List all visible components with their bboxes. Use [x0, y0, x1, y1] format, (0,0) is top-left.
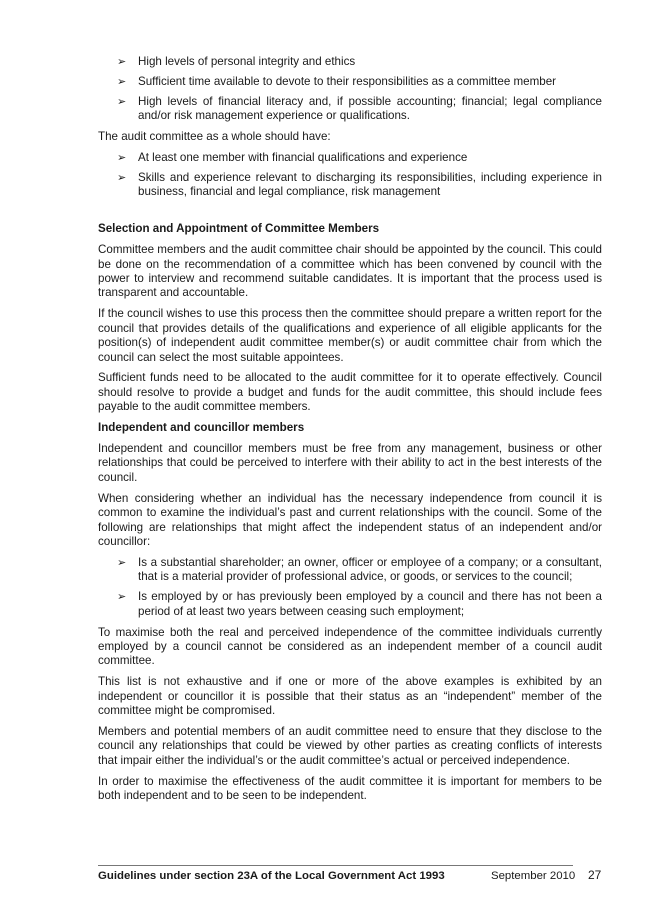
paragraph: Sufficient funds need to be allocated to the audit committee for it to operate effectively. Council should resolve to provide a budget and funds for the audit committee, this should include fees payable to the audit committee members. [98, 371, 602, 414]
paragraph: If the council wishes to use this process then the committee should prepare a written report for the council that provides details of the qualifications and experience of all eligible applicants for the position(s) of independent audit committee member(s) or audit committee chair from which the council can select the most suitable appointees. [98, 307, 602, 364]
list-item: ➢ Sufficient time available to devote to their responsibilities as a committee member [117, 74, 557, 88]
arrow-bullet-icon: ➢ [117, 171, 127, 184]
relationship-bullet-list [98, 556, 602, 619]
list-item: ➢ Is employed by or has previously been employed by a council and there has not been a period of at least two years between ceasing such employment; [117, 590, 602, 618]
footer-title: Guidelines under section 23A of the Local Government Act 1993 [98, 870, 445, 882]
list-item: ➢ At least one member with financial qualifications and experience [117, 151, 468, 165]
arrow-bullet-icon: ➢ [117, 152, 127, 165]
paragraph: When considering whether an individual has the necessary independence from council it is common to examine the individual’s past and current relationships with the council. Some of the following are relationships that might affect the independent status of an independent and/or councillor: [98, 491, 602, 548]
footer-divider [98, 865, 573, 866]
footer-date: September 2010 [491, 870, 576, 882]
committee-whole-intro: The audit committee as a whole should have: [98, 130, 331, 144]
list-item: ➢ High levels of financial literacy and, if possible accounting; financial; legal compliance and/or risk management experience or qualifications. [117, 94, 602, 123]
page-number: 27 [588, 868, 602, 882]
list-item: ➢ Skills and experience relevant to discharging its responsibilities, including experience in business, financial and legal compliance, risk management [117, 170, 602, 199]
committee-whole-bullet-list [98, 151, 602, 200]
list-item: ➢ Is a substantial shareholder; an owner, officer or employee of a company; or a consultant, that is a material provider of professional advice, or goods, or services to the council; [117, 555, 602, 584]
arrow-bullet-icon: ➢ [117, 556, 127, 569]
paragraph: In order to maximise the effectiveness of the audit committee it is important for members to be both independent and to be seen to be independent. [98, 774, 602, 803]
document-body [98, 55, 602, 810]
paragraph: This list is not exhaustive and if one or more of the above examples is exhibited by an independent or councillor it is possible that their status as an “independent” member of the committee might be compromised. [98, 675, 602, 718]
paragraph: To maximise both the real and perceived independence of the committee individuals currently employed by a council cannot be considered as an independent member of a council audit committee. [98, 625, 602, 668]
paragraph: Committee members and the audit committee chair should be appointed by the council. This could be done on the recommendation of a committee which has been convened by council with the power to interview and recommend suitable candidates. It is important that the process used is transparent and accountable. [98, 243, 602, 300]
arrow-bullet-icon: ➢ [117, 95, 127, 108]
arrow-bullet-icon: ➢ [117, 591, 127, 604]
intro-bullet-list [98, 55, 602, 124]
paragraph: Members and potential members of an audit committee need to ensure that they disclose to the council any relationships that could be viewed by other parties as creating conflicts of interests that impair either the individual’s or the audit committee’s actual or perceived independence. [98, 724, 602, 767]
list-item: ➢ High levels of personal integrity and ethics [117, 55, 356, 68]
arrow-bullet-icon: ➢ [117, 56, 127, 68]
section-heading-independent: Independent and councillor members [98, 421, 305, 435]
paragraph: Independent and councillor members must be free from any management, business or other relationships that could be perceived to interfere with their ability to act in the best interests of the council. [98, 442, 602, 484]
arrow-bullet-icon: ➢ [117, 75, 127, 88]
section-heading-selection: Selection and Appointment of Committee Members [98, 222, 380, 236]
